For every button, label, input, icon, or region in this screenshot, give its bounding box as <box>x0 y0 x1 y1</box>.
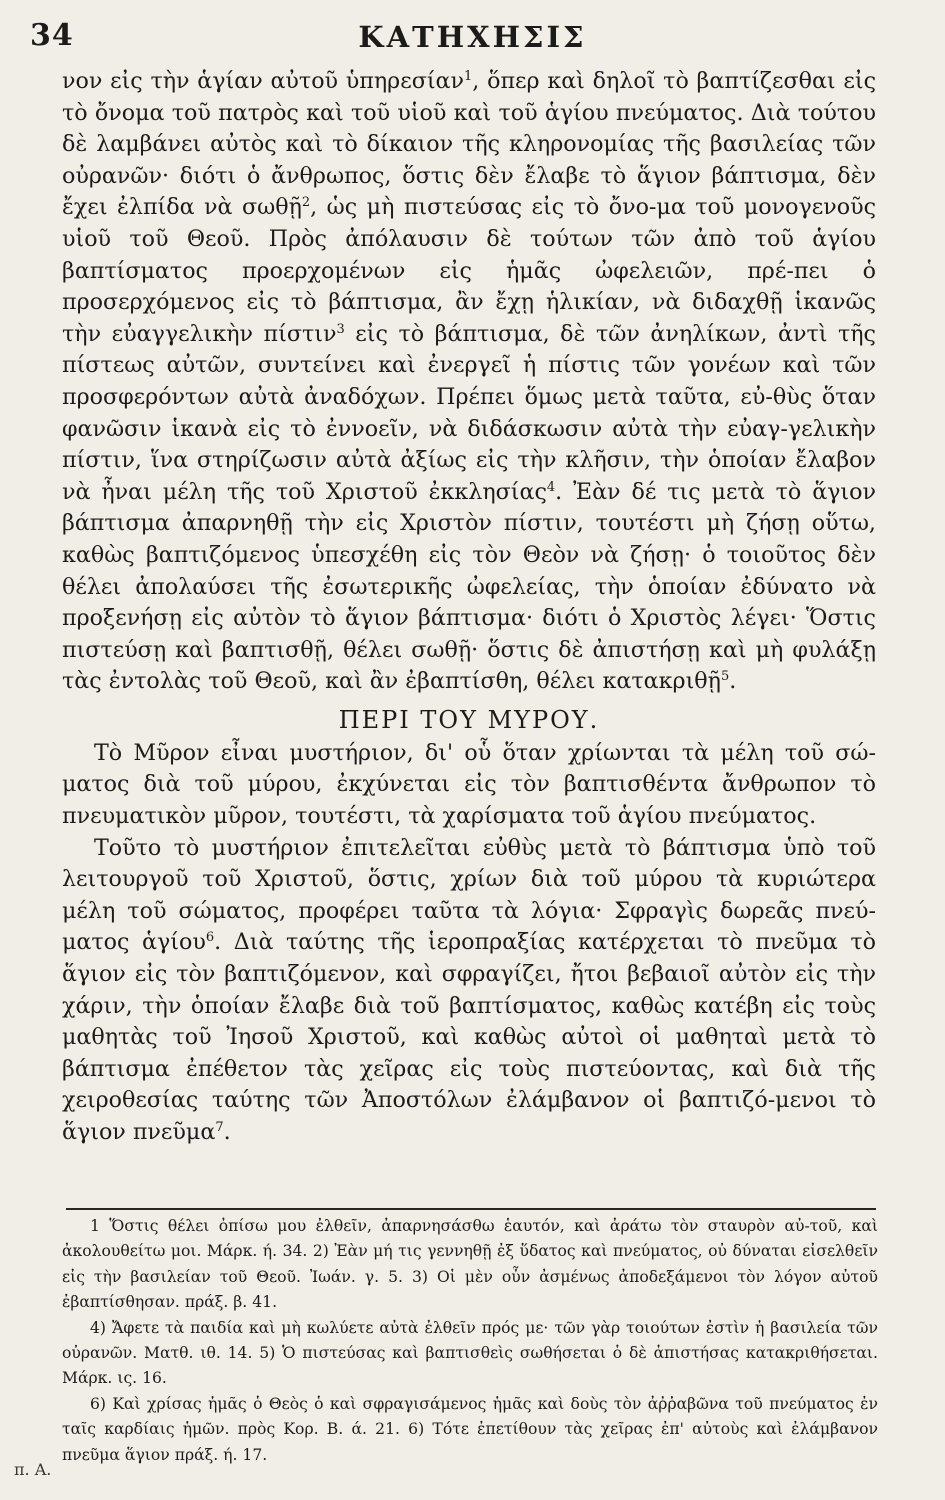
text-run: νον εἰς τὴν ἁγίαν αὐτοῦ ὑπηρεσίαν <box>62 68 465 94</box>
footnote-4-5: 4) Ἄφετε τὰ παιδία καὶ μὴ κωλύετε αὐτὰ ἐλθεῖν πρός με· τῶν γὰρ τοιούτων ἐστὶν ἡ βασιλεία τῶν οὐρανῶν. Ματθ. ιθ. 14. 5) Ὁ πιστεύσας καὶ βαπτισθεὶς σωθήσεται ὁ δὲ ἀπιστήσας κατακριθήσεται. Μάρκ. ις. 16. <box>62 1318 878 1388</box>
footnote-ref-2: 2 <box>301 195 311 211</box>
footnote-6-7: 6) Καὶ χρίσας ἡμᾶς ὁ Θεὸς ὁ καὶ σφραγισάμενος ἡμᾶς καὶ δοὺς τὸν ἀῤῥαβῶνα τοῦ πνεύματος ἐν ταῖς καρδίαις ἡμῶν. πρὸς Κορ. Β. ά. 21. 6) Τότε ἐπετίθουν τὰς χεῖρας ἐπ' αὐτοὺς καὶ ἐλάμβανον πνεῦμα ἅγιον πράξ. ή. 17. <box>62 1394 878 1464</box>
text-run: . Διὰ ταύτης τῆς ἱεροπραξίας κατέρχεται τὸ πνεῦμα τὸ ἅγιον εἰς τὸν βαπτιζόμενον, καὶ σφραγίζει, ἤτοι βεβαιοῖ αὐτὸν εἰς τὴν χάριν, τὴν ὁποίαν ἔλαβε διὰ τοῦ βαπτίσματος, καθὼς κατέβη εἰς τοὺς μαθητὰς τοῦ Ἰησοῦ Χριστοῦ, καὶ καθὼς αὐτοὶ οἱ μαθηταὶ μετὰ τὸ βάπτισμα ἐπέθετον τὰς χεῖρας εἰς τοὺς πιστεύοντας, καὶ διὰ τῆς χειροθεσίας ταύτης τῶν Ἀποστόλων ἐλάμβανον οἱ βαπτιζό-μενοι τὸ ἅγιον πνεῦμα <box>62 929 876 1145</box>
paragraph-baptism <box>62 66 876 698</box>
footnote-ref-4: 4 <box>546 479 556 495</box>
footnote-ref-1: 1 <box>464 69 473 84</box>
footnote-1-3: 1 Ὅστις θέλει ὀπίσω μου ἐλθεῖν, ἀπαρνησάσθω ἑαυτόν, καὶ ἀράτω τὸν σταυρὸν αὐ-τοῦ, καὶ ἀκολουθείτω μοι. Μάρκ. ή. 34. 2) Ἐὰν μή τις γεννηθῇ ἐξ ὕδατος καὶ πνεύματος, οὐ δύναται εἰσελθεῖν εἰς τὴν βασιλείαν τοῦ Θεοῦ. Ἰωάν. γ. 5. 3) Οἱ μὲν οὖν ἀσμένως ἀποδεξάμενοι τὸν λόγον αὐτοῦ ἐβαπτίσθησαν. πράξ. β. 41. <box>62 1217 878 1312</box>
footnote-ref-7: 7 <box>215 1120 224 1135</box>
footnote-ref-3: 3 <box>336 321 345 337</box>
footnote-divider <box>66 1208 876 1210</box>
running-title: ΚΑΤΗΧΗΣΙΣ <box>358 20 587 54</box>
footnote-ref-5: 5 <box>720 669 730 685</box>
footnote-ref-6: 6 <box>205 930 215 946</box>
text-run: εἰς τὸ βάπτισμα, δὲ τῶν ἀνηλίκων, ἀντὶ τῆς πίστεως αὐτῶν, συντείνει καὶ ἐνεργεῖ ἡ πίστις τῶν γονέων καὶ τῶν προσφερόντων αὐτὰ ἀναδόχων. Πρέπει ὅμως μετὰ ταῦτα, εὐ-θὺς ὅταν φανῶσιν ἱκανὰ εἰς τὸ ἐννοεῖν, νὰ διδάσκωσιν αὐτὰ τὴν εὐαγ-γελικὴν πίστιν, ἵνα στηρίζωσιν αὐτὰ ἀξίως εἰς τὴν κλῆσιν, τὴν ὁποίαν ἔλαβον νὰ ἦναι μέλη τῆς τοῦ Χριστοῦ ἐκκλησίας <box>62 320 876 505</box>
paragraph-myron-definition: Τὸ Μῦρον εἶναι μυστήριον, δι' οὗ ὅταν χρίωνται τὰ μέλη τοῦ σώ-ματος διὰ τοῦ μύρου, ἐκχύνεται εἰς τὸν βαπτισθέντα ἄνθρωπον τὸ πνευματικὸν μῦρον, τουτέστι, τὰ χαρίσματα τοῦ ἁγίου πνεύματος. <box>62 739 876 830</box>
text-run: . <box>729 668 737 695</box>
margin-mark: π. Α. <box>14 1460 52 1479</box>
footnotes <box>62 1214 878 1468</box>
text-run: Τοῦτο τὸ μυστήριον ἐπιτελεῖται εὐθὺς μετὰ τὸ βάπτισμα ὑπὸ τοῦ λειτουργοῦ τοῦ Χριστοῦ, ὅστις, χρίων διὰ τοῦ μύρου τὰ κυριώτερα μέλη τοῦ σώματος, προφέρει ταῦτα τὰ λόγια· Σφραγὶς δωρεᾶς πνεύ-ματος ἁγίου <box>62 834 876 956</box>
text-run: , ὅπερ καὶ δηλοῖ τὸ βαπτίζεσθαι εἰς τὸ ὄνομα τοῦ πατρὸς καὶ τοῦ υἱοῦ καὶ τοῦ ἁγίου πνεύματος. Διὰ τούτου δὲ λαμβάνει αὐτὸς καὶ τὸ δίκαιον τῆς κληρονομίας τῆς βασιλείας τῶν οὐρανῶν· διότι ὁ ἄνθρωπος, ὅστις δὲν ἔλαβε τὸ ἅγιον βάπτισμα, δὲν ἔχει ἐλπίδα νὰ σωθῇ <box>62 68 877 221</box>
paragraph-myron-rite <box>62 833 876 1149</box>
text-run: . Ἐὰν δέ τις μετὰ τὸ ἅγιον βάπτισμα ἀπαρνηθῇ τὴν εἰς Χριστὸν πίστιν, τουτέστι μὴ ζήσῃ οὕτω, καθὼς βαπτιζόμενος ὑπεσχέθη εἰς τὸν Θεὸν νὰ ζήσῃ· ὁ τοιοῦτος δὲν θέλει ἀπολαύσει τῆς ἐσωτερικῆς ὠφελείας, τὴν ὁποίαν ἐδύνατο νὰ προξενήσῃ εἰς αὐτὸν τὸ ἅγιον βάπτισμα· διότι ὁ Χριστὸς λέγει· Ὅστις πιστεύσῃ καὶ βαπτισθῇ, θέλει σωθῇ· ὅστις δὲ ἀπιστήσῃ καὶ μὴ φυλάξῃ τὰς ἐντολὰς τοῦ Θεοῦ, καὶ ἂν ἐβαπτίσθη, θέλει κατακριθῇ <box>62 478 876 695</box>
page-number: 34 <box>30 18 74 53</box>
text-run: . <box>223 1119 231 1145</box>
main-text <box>62 66 876 1149</box>
section-title: ΠΕΡΙ ΤΟΥ ΜΥΡΟΥ. <box>338 705 600 734</box>
text-run: , ὡς μὴ πιστεύσας εἰς τὸ ὄνο-μα τοῦ μονογενοῦς υἱοῦ τοῦ Θεοῦ. Πρὸς ἀπόλαυσιν δὲ τούτων τῶν ἀπὸ τοῦ ἁγίου βαπτίσματος προερχομένων εἰς ἡμᾶς ὠφελειῶν, πρέ-πει ὁ προσερχόμενος εἰς τὸ βάπτισμα, ἂν ἔχῃ ἡλικίαν, νὰ διδαχθῇ ἱκανῶς τὴν εὐαγγελικὴν πίστιν <box>62 194 877 347</box>
